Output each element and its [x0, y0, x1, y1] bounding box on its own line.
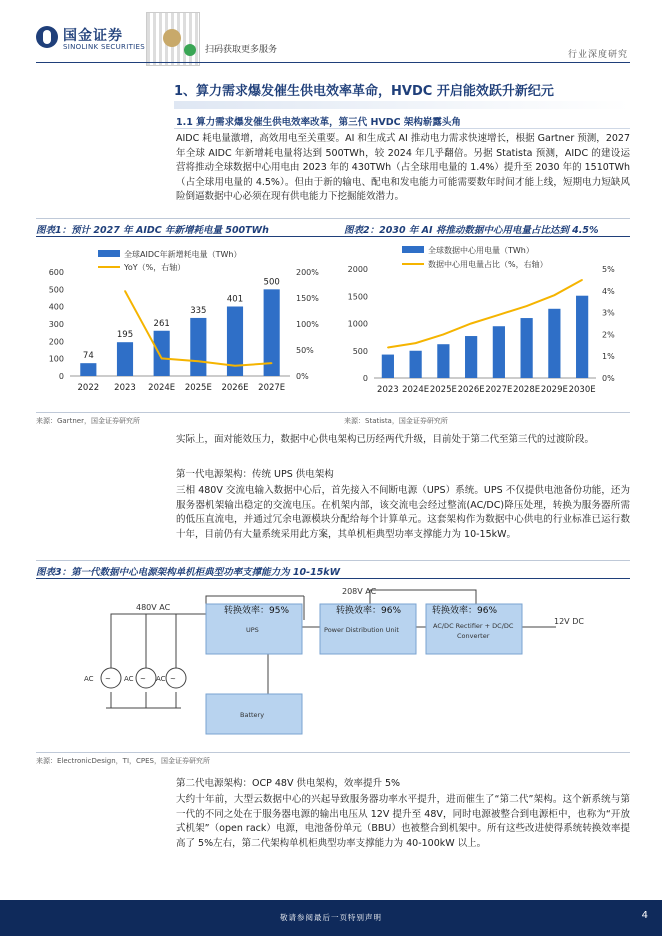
x-tick-label: 2024E	[148, 383, 176, 393]
gen2-heading: 第二代电源架构：OCP 48V 供电架构，效率提升 5%	[176, 778, 401, 789]
bar-data-label: 335	[190, 305, 207, 316]
label-208v: 208V AC	[342, 587, 377, 596]
y2-tick-label: 200%	[296, 268, 319, 277]
line-point-2030E	[581, 279, 583, 281]
y2-tick-label: 0%	[602, 374, 615, 383]
x-tick-label: 2025E	[429, 385, 457, 395]
x-tick-label: 2029E	[540, 385, 568, 395]
bar-data-label: 500	[263, 277, 280, 288]
bar-2025E	[190, 318, 206, 376]
figure3-bottom-rule	[36, 752, 630, 753]
brand-name-cn: 国金证券	[63, 28, 123, 44]
x-tick-label: 2028E	[513, 385, 541, 395]
x-tick-label: 2023	[114, 383, 136, 393]
page-number: 4	[641, 910, 648, 921]
figure1-chart	[36, 240, 336, 410]
bar-2024E	[154, 331, 170, 376]
figure2-chart	[340, 240, 632, 410]
bar-data-label: 261	[153, 318, 170, 329]
brand-name-en: SINOLINK SECURITIES	[63, 43, 145, 51]
rectifier-label-2: Converter	[457, 632, 490, 640]
bar-2023	[382, 355, 394, 378]
legend-label-bar: 全球数据中心用电量（TWh）	[428, 246, 534, 255]
line-point-2023	[124, 290, 126, 292]
x-tick-label: 2022	[77, 383, 100, 393]
y-tick-label: 1000	[347, 319, 368, 329]
legend-swatch-bar	[98, 250, 120, 257]
paragraph-gen2: 大约十年前，大型云数据中心的兴起导致服务器功率水平提升，进而催生了“第二代”架构。这个新系统与第一代的不同之处在于服务器电源的输出电压从 12V 提升至 48V，同时电源被整合到电源柜中，也称为“开放式机架”（open rack）电源，电池备份单元（BBU）也被整合到机架中。所有这些改进使得系统转换效率提高了 5%左右，第二代架构单机柜典型功率支撑能力为 40-100kW 以上。	[176, 794, 630, 849]
x-tick-label: 2024E	[402, 385, 430, 395]
y-tick-label: 300	[48, 320, 64, 329]
label-480v: 480V AC	[136, 603, 171, 612]
paragraph-aidc-demand: AIDC 耗电量激增，高效用电至关重要。AI 和生成式 AI 推动电力需求快速增长，根据 Gartner 预测，2027 年全球 AIDC 年新增耗电量将达到 500TWh，较 2024 年几乎翻倍。另据 Statista 预测，AIDC 的建设运营将推动全球数据中心用电由 2023 年的 430TWh（占全球用电量的 1.4%）提升至 2030 年的 1510TWh（占全球用电量的 4.5%）。但由于新的输电、配电和发电能力可能需要数年时间才能上线，短期电力短缺风险倒逼数据中心必须在现有供电能力下挖掘能效潜力。	[176, 133, 630, 202]
legend-label-line: 数据中心用电量占比（%，右轴）	[428, 260, 548, 269]
bar-data-label: 195	[116, 330, 134, 341]
y2-tick-label: 5%	[602, 265, 615, 274]
svg-text:~: ~	[105, 675, 111, 683]
x-tick-label: 2027E	[485, 385, 513, 395]
figure3-top-rule	[36, 560, 630, 561]
ac-label-3: AC	[156, 675, 166, 683]
bar-data-label: 401	[226, 294, 244, 305]
bar-2024E	[410, 351, 422, 378]
y2-tick-label: 0%	[296, 372, 309, 381]
y2-tick-label: 50%	[296, 346, 314, 355]
figure3-source: 来源：ElectronicDesign，TI，CPES，国金证券研究所	[36, 757, 210, 765]
footer-disclaimer: 敬请参阅最后一页特别声明	[280, 913, 382, 922]
ups-efficiency: 转换效率：95%	[224, 606, 290, 616]
bar-2025E	[437, 344, 449, 378]
section-heading-bar	[174, 101, 630, 109]
figure3-diagram	[36, 582, 630, 750]
x-tick-label: 2027E	[258, 383, 286, 393]
pdu-efficiency: 转换效率：96%	[336, 606, 402, 616]
rectifier-label-1: AC/DC Rectifier + DC/DC	[433, 622, 514, 630]
section-heading: 1、算力需求爆发催生供电效率革命，HVDC 开启能效跃升新纪元	[174, 84, 554, 99]
line-point-2027E	[498, 314, 500, 316]
x-tick-label: 2026E	[457, 385, 485, 395]
line-point-2024E	[415, 342, 417, 344]
figure-row-top-rule	[36, 218, 630, 219]
y-tick-label: 500	[48, 285, 64, 295]
line-point-2028E	[526, 305, 528, 307]
y-tick-label: 0	[362, 374, 368, 383]
line-point-2024E	[161, 358, 163, 360]
figure2-source: 来源：Statista，国金证券研究所	[344, 417, 448, 425]
subsection-divider	[174, 128, 630, 129]
subsection-heading: 1.1 算力需求爆发催生供电效率改革，第三代 HVDC 架构崭露头角	[176, 117, 461, 128]
figure1-legend	[98, 249, 241, 273]
bar-2028E	[521, 318, 533, 378]
qr-caption: 扫码获取更多服务	[205, 45, 278, 55]
figure3-title-rule	[36, 578, 630, 579]
pdu-label: Power Distribution Unit	[324, 626, 399, 634]
label-12v: 12V DC	[554, 617, 584, 626]
figure-row-bottom-rule	[36, 412, 630, 413]
y2-tick-label: 1%	[602, 352, 615, 362]
line-point-2025E	[443, 334, 445, 336]
line-point-2027E	[271, 362, 273, 364]
figure3-title: 图表3：第一代数据中心电源架构单机柜典型功率支撑能力为 10-15kW	[36, 567, 341, 578]
figure2-title: 图表2：2030 年 AI 将推动数据中心用电量占比达到 4.5%	[344, 225, 599, 236]
bar-2023	[117, 342, 133, 376]
gen1-heading: 第一代电源架构：传统 UPS 供电架构	[176, 469, 334, 480]
y2-tick-label: 2%	[602, 330, 615, 340]
wechat-icon	[184, 44, 196, 56]
brand-logo-icon	[36, 26, 58, 48]
bar-2027E	[493, 326, 505, 378]
rectifier-efficiency: 转换效率：96%	[432, 606, 498, 616]
line-point-2023	[387, 347, 389, 349]
y-tick-label: 0	[58, 372, 64, 381]
legend-label-line: YoY（%，右轴）	[124, 263, 186, 272]
ac-label-2: AC	[124, 675, 134, 683]
bar-2022	[80, 363, 96, 376]
x-tick-label: 2023	[377, 385, 399, 395]
y-tick-label: 200	[48, 337, 64, 347]
battery-label: Battery	[240, 711, 265, 719]
figure-row-title-rule	[36, 236, 630, 237]
ac-source-2	[124, 668, 156, 688]
line-point-2025E	[198, 360, 200, 362]
paragraph-transition: 实际上，面对能效压力，数据中心供电架构已历经两代升级，目前处于第二代至第三代的过渡阶段。	[176, 434, 595, 445]
bar-2029E	[548, 309, 560, 378]
x-tick-label: 2026E	[221, 383, 249, 393]
y-tick-label: 100	[48, 354, 64, 364]
bar-2030E	[576, 296, 588, 378]
y2-tick-label: 100%	[296, 320, 319, 329]
y-tick-label: 1500	[347, 292, 368, 302]
line-point-2026E	[470, 323, 472, 325]
y2-tick-label: 3%	[602, 308, 615, 318]
ac-label-1: AC	[84, 675, 94, 683]
figure1-source: 来源：Gartner，国金证券研究所	[36, 417, 140, 425]
header-divider	[36, 62, 630, 63]
svg-text:~: ~	[140, 675, 146, 683]
bar-data-label: 74	[82, 351, 94, 362]
x-tick-label: 2030E	[568, 385, 596, 395]
figure1-title: 图表1：预计 2027 年 AIDC 年新增耗电量 500TWh	[36, 225, 269, 236]
bar-2026E	[465, 336, 477, 378]
y-tick-label: 600	[48, 268, 64, 277]
figure2-legend	[402, 245, 548, 270]
y2-tick-label: 150%	[296, 294, 319, 303]
report-type: 行业深度研究	[567, 50, 628, 60]
qr-center-icon	[163, 29, 181, 47]
legend-swatch-bar	[402, 246, 424, 253]
y-tick-label: 500	[352, 346, 368, 356]
legend-label-bar: 全球AIDC年新增耗电量（TWh）	[124, 250, 242, 259]
paragraph-gen1: 三相 480V 交流电输入数据中心后，首先接入不间断电源（UPS）系统。UPS 不仅提供电池备份功能，还为服务器机架输出稳定的交流电压。在机架内部，该交流电会经过整流(AC/DC)降压处理，转换为服务器所需的低压直流电，并通过冗余电源模块分配给每个计算单元。这套架构作为数据中心供电的行业标准已运行数十年，目前仍有大量系统采用此方案，其单机柜典型功率支撑能力为 10-15kW。	[176, 485, 630, 540]
y-tick-label: 2000	[347, 265, 368, 274]
line-point-2026E	[234, 365, 236, 367]
ac-source-1	[84, 668, 121, 688]
x-tick-label: 2025E	[184, 383, 212, 393]
ups-label: UPS	[246, 626, 259, 634]
y-tick-label: 400	[48, 302, 64, 312]
line-point-2029E	[554, 294, 556, 296]
y2-tick-label: 4%	[602, 286, 615, 296]
ac-source-3	[156, 668, 186, 688]
svg-text:~: ~	[170, 675, 176, 683]
